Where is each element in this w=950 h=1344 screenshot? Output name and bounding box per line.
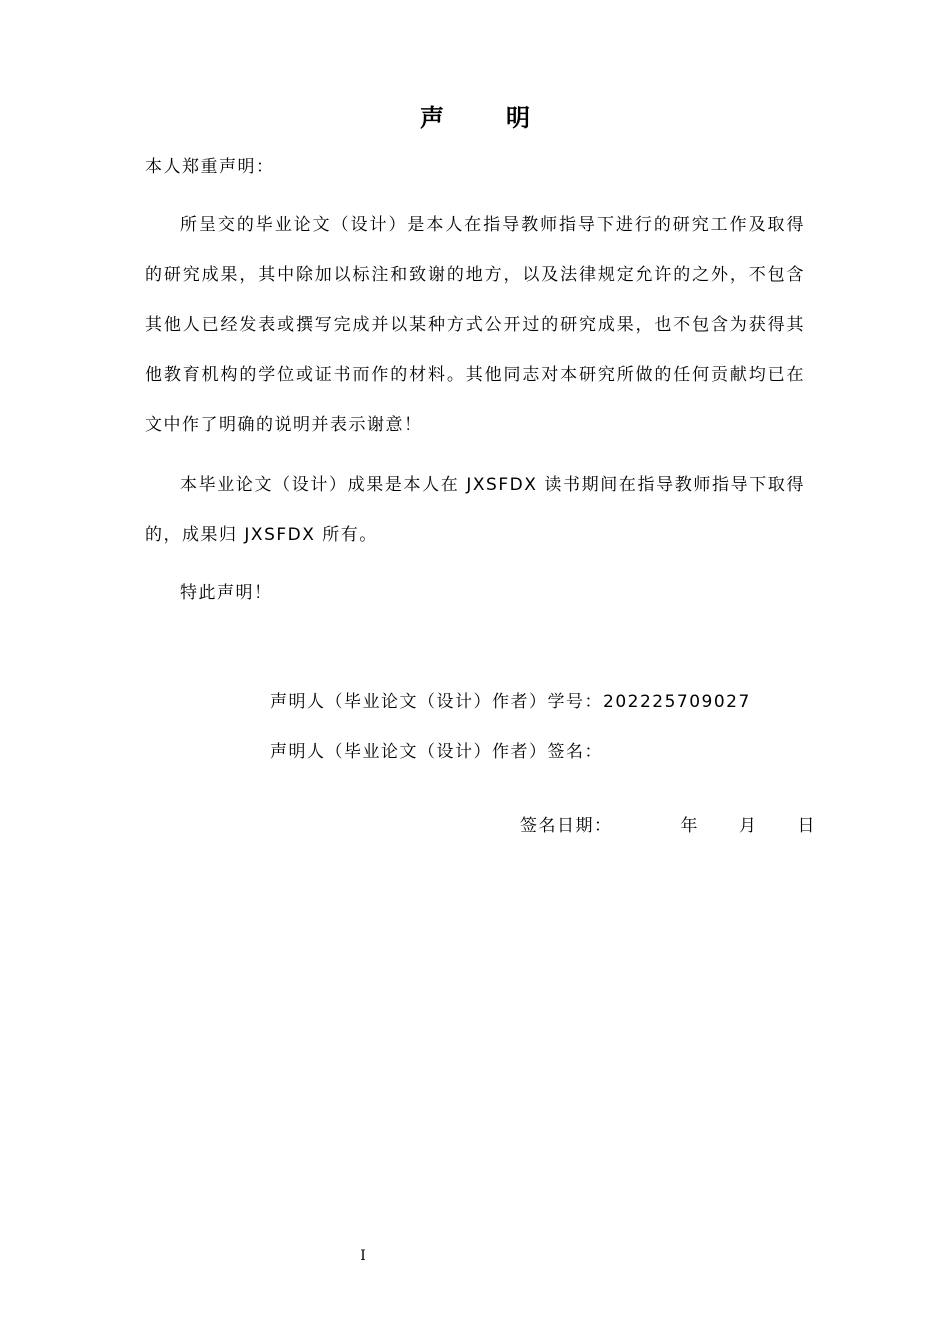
page-title — [0, 98, 950, 138]
signature-label: 声明人（毕业论文（设计）作者）签名： — [270, 742, 603, 762]
signature-date-line — [520, 811, 816, 841]
signature-line — [270, 737, 603, 767]
intro-text: 本人郑重声明： — [145, 157, 275, 177]
student-id-line — [270, 687, 751, 717]
ownership-paragraph: 本毕业论文（设计）成果是本人在 JXSFDX 读书期间在指导教师指导下取得的，成果归 JXSFDX 所有。 — [145, 475, 805, 545]
date-year-label: 年 — [680, 816, 699, 836]
title-char-1: 声 — [420, 103, 444, 132]
student-id-value: 202225709027 — [603, 692, 751, 712]
closing-statement: 特此声明！ — [180, 583, 273, 603]
page-number: I — [360, 1248, 366, 1264]
date-month-label: 月 — [739, 816, 758, 836]
title-char-2: 明 — [506, 103, 530, 132]
date-label: 签名日期： — [520, 816, 613, 836]
student-id-label: 声明人（毕业论文（设计）作者）学号： — [270, 692, 603, 712]
date-day-label: 日 — [797, 816, 816, 836]
declaration-paragraph: 所呈交的毕业论文（设计）是本人在指导教师指导下进行的研究工作及取得的研究成果，其中除加以标注和致谢的地方，以及法律规定允许的之外，不包含其他人已经发表或撰写完成并以某种方式公开过的研究成果，也不包含为获得其他教育机构的学位或证书而作的材料。其他同志对本研究所做的任何贡献均已在文中作了明确的说明并表示谢意！ — [145, 215, 805, 435]
